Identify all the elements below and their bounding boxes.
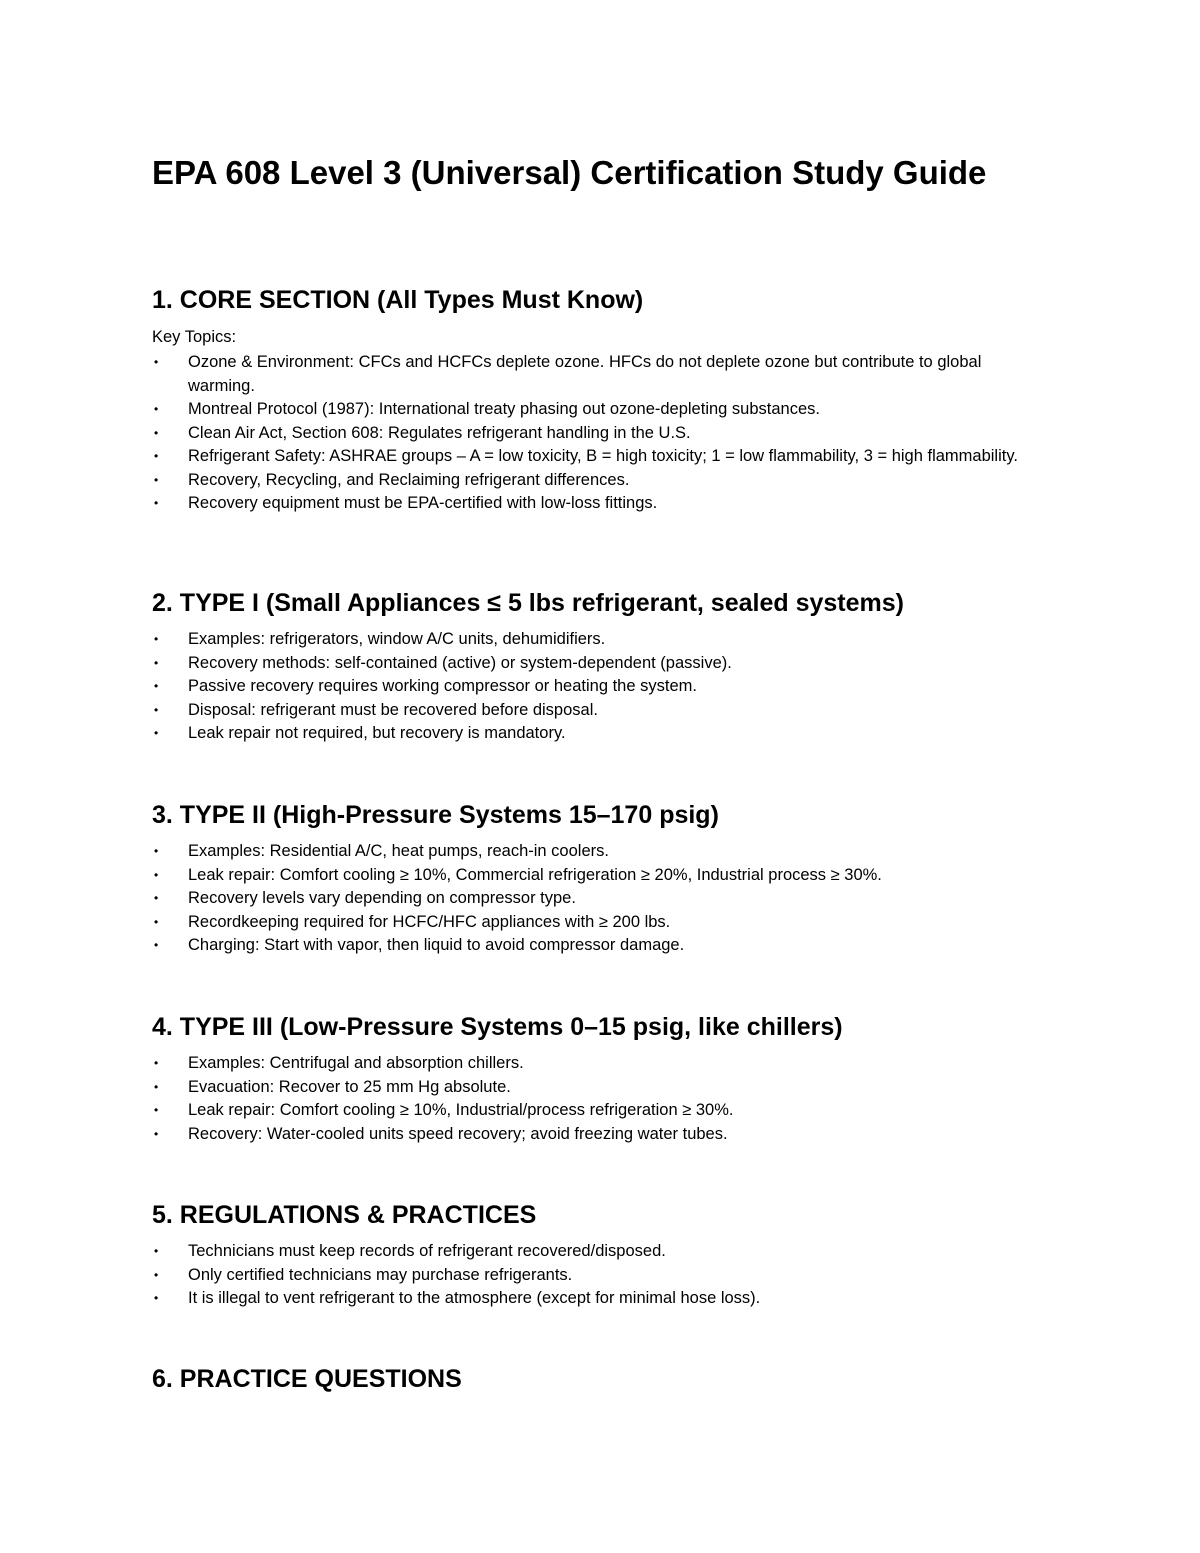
bullet-icon: • — [154, 632, 159, 646]
bullet-icon: • — [154, 425, 159, 440]
bullet-icon: • — [154, 891, 159, 905]
section-type-i — [152, 586, 1052, 746]
list-item: • Recovery, Recycling, and Reclaiming refrigerant differences. — [152, 469, 1052, 493]
list-item: • Examples: Residential A/C, heat pumps, reach-in coolers. — [152, 840, 1052, 864]
bullet-list — [152, 1052, 1052, 1146]
bullet-icon: • — [154, 702, 159, 717]
document-title: EPA 608 Level 3 (Universal) Certification Study Guide — [152, 154, 987, 191]
bullet-icon: • — [154, 496, 159, 510]
list-item: • Charging: Start with vapor, then liquid to avoid compressor damage. — [152, 934, 1052, 958]
bullet-icon: • — [154, 1267, 159, 1282]
bullet-icon: • — [154, 938, 159, 952]
bullet-icon: • — [154, 1103, 159, 1117]
bullet-icon: • — [154, 655, 159, 670]
section-heading: 2. TYPE I (Small Appliances ≤ 5 lbs refrigerant, sealed systems) — [152, 589, 904, 617]
list-item: • Recovery methods: self-contained (active) or system-dependent (passive). — [152, 652, 1052, 676]
bullet-icon: • — [154, 844, 159, 858]
bullet-icon: • — [154, 472, 159, 487]
bullet-icon: • — [154, 867, 159, 882]
section-regulations — [152, 1198, 1052, 1311]
list-item: • Refrigerant Safety: ASHRAE groups – A = low toxicity, B = high toxicity; 1 = low flammability, 3 = high flammability. — [152, 445, 1052, 469]
list-item: • Leak repair not required, but recovery is mandatory. — [152, 722, 1052, 746]
bullet-list — [152, 628, 1052, 746]
bullet-icon: • — [154, 1056, 159, 1070]
list-item: • Evacuation: Recover to 25 mm Hg absolute. — [152, 1076, 1052, 1100]
list-item: • Leak repair: Comfort cooling ≥ 10%, Industrial/process refrigeration ≥ 30%. — [152, 1099, 1052, 1123]
bullet-icon: • — [154, 914, 159, 929]
bullet-icon: • — [154, 449, 159, 463]
section-type-ii — [152, 798, 1052, 958]
bullet-icon: • — [154, 402, 159, 416]
list-item: • Recovery levels vary depending on compressor type. — [152, 887, 1052, 911]
bullet-list — [152, 1240, 1052, 1311]
section-heading: 4. TYPE III (Low-Pressure Systems 0–15 psig, like chillers) — [152, 1013, 843, 1041]
list-item: • Ozone & Environment: CFCs and HCFCs deplete ozone. HFCs do not deplete ozone but contribute to global warming. — [154, 353, 982, 395]
bullet-icon: • — [154, 1079, 159, 1094]
section-heading: 6. PRACTICE QUESTIONS — [152, 1365, 462, 1393]
section-type-iii — [152, 1010, 1052, 1146]
list-item: • Clean Air Act, Section 608: Regulates refrigerant handling in the U.S. — [152, 422, 1052, 446]
section-heading: 1. CORE SECTION (All Types Must Know) — [152, 286, 644, 314]
bullet-icon: • — [154, 1291, 159, 1305]
list-item: • Montreal Protocol (1987): International treaty phasing out ozone-depleting substances. — [152, 398, 1052, 422]
list-item: • Disposal: refrigerant must be recovered before disposal. — [152, 699, 1052, 723]
list-item: • Recovery equipment must be EPA-certified with low-loss fittings. — [152, 492, 1052, 516]
section-practice-questions — [152, 1362, 1052, 1396]
section-subheading: Key Topics: — [152, 328, 237, 346]
bullet-list — [152, 351, 1052, 516]
bullet-list — [152, 840, 1052, 958]
list-item: • Passive recovery requires working compressor or heating the system. — [152, 675, 1052, 699]
list-item: • Examples: Centrifugal and absorption chillers. — [152, 1052, 1052, 1076]
section-heading: 5. REGULATIONS & PRACTICES — [152, 1201, 537, 1229]
list-item: • Recordkeeping required for HCFC/HFC appliances with ≥ 200 lbs. — [152, 911, 1052, 935]
bullet-icon: • — [154, 355, 159, 369]
list-item: • Recovery: Water-cooled units speed recovery; avoid freezing water tubes. — [152, 1123, 1052, 1147]
section-core — [152, 283, 1052, 516]
bullet-icon: • — [154, 679, 159, 693]
list-item: • Only certified technicians may purchase refrigerants. — [152, 1264, 1052, 1288]
list-item: • It is illegal to vent refrigerant to the atmosphere (except for minimal hose loss). — [152, 1287, 1052, 1311]
list-item: • Technicians must keep records of refrigerant recovered/disposed. — [152, 1240, 1052, 1264]
bullet-icon: • — [154, 1244, 159, 1258]
list-item: • Leak repair: Comfort cooling ≥ 10%, Commercial refrigeration ≥ 20%, Industrial process ≥ 30%. — [152, 864, 1052, 888]
bullet-icon: • — [154, 1126, 159, 1141]
list-item: • Examples: refrigerators, window A/C units, dehumidifiers. — [152, 628, 1052, 652]
bullet-icon: • — [154, 726, 159, 740]
section-heading: 3. TYPE II (High-Pressure Systems 15–170 psig) — [152, 801, 719, 829]
